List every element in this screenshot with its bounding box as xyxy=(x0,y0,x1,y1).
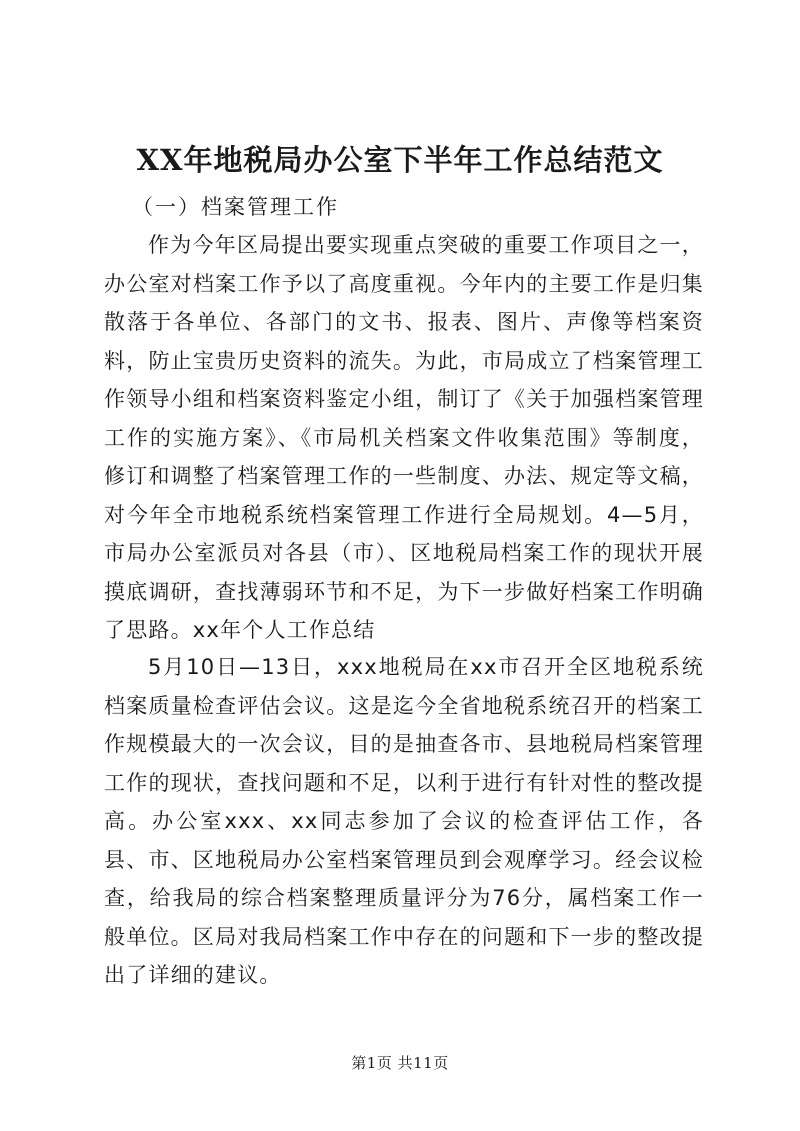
paragraph-archive-work: 作为今年区局提出要实现重点突破的重要工作项目之一，办公室对档案工作予以了高度重视。今年内的主要工作是归集散落于各单位、各部门的文书、报表、图片、声像等档案资料，防止宝贵历史资料的流失。为此，市局成立了档案管理工作领导小组和档案资料鉴定小组，制订了《关于加强档案管理工作的实施方案》、《市局机关档案文件收集范围》等制度，修订和调整了档案管理工作的一些制度、办法、规定等文稿，对今年全市地税系统档案管理工作进行全局规划。4—5月，市局办公室派员对各县（市）、区地税局档案工作的现状开展摸底调研，查找薄弱环节和不足，为下一步做好档案工作明确了思路。xx年个人工作总结 xyxy=(104,233,704,642)
document-title: XX年地税局办公室下半年工作总结范文 xyxy=(136,143,664,177)
page-footer: 第1页 共11页 xyxy=(351,1054,449,1072)
paragraph-archive-evaluation: 5月10日—13日，xxx地税局在xx市召开全区地税系统档案质量检查评估会议。这是迄今全省地税系统召开的档案工作规模最大的一次会议，目的是抽查各市、县地税局档案管理工作的现状，查找问题和不足，以利于进行有针对性的整改提高。办公室xxx、xx同志参加了会议的检查评估工作，各县、市、区地税局办公室档案管理员到会观摩学习。经会议检查，给我局的综合档案整理质量评分为76分，属档案工作一般单位。区局对我局档案工作中存在的问题和下一步的整改提出了详细的建议。 xyxy=(104,655,704,987)
section-heading: （一）档案管理工作 xyxy=(132,195,339,219)
